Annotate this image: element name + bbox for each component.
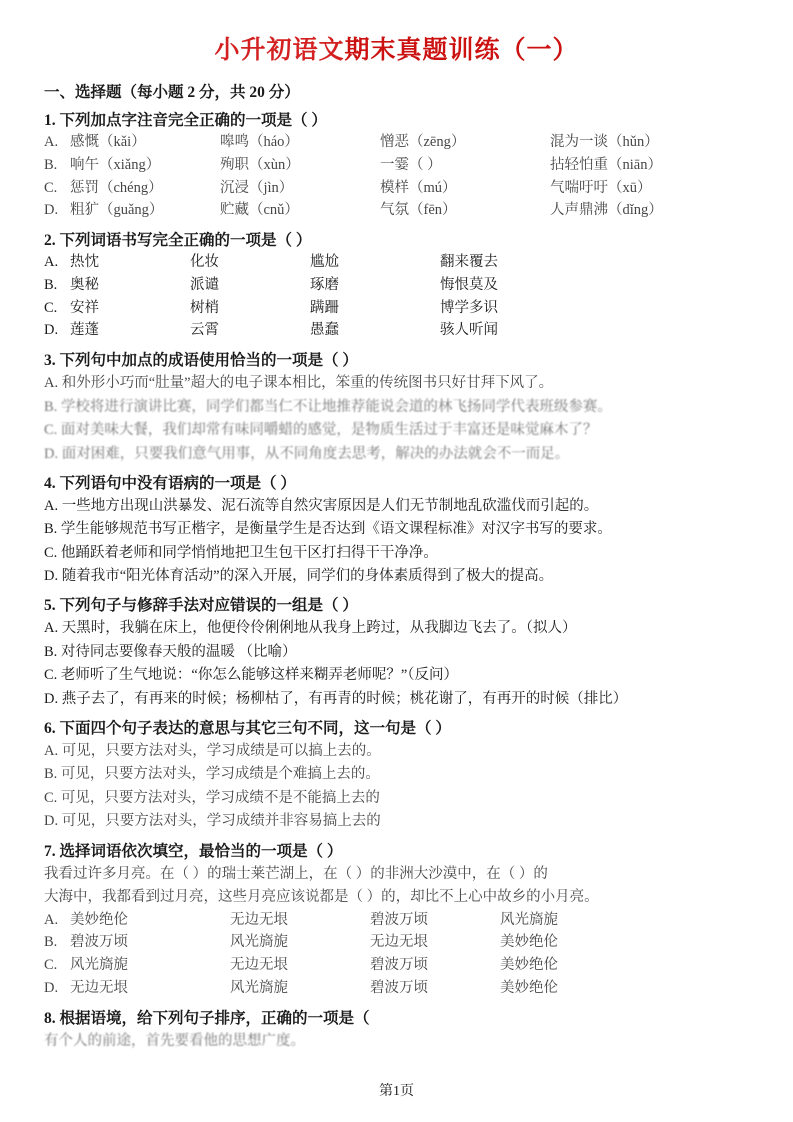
page-title — [44, 30, 749, 66]
option-cell: 安祥 — [70, 299, 99, 316]
title-part-1: 小升初语文 — [214, 37, 345, 64]
option-cell: 碧波万顷 — [370, 957, 428, 974]
option-label: D. — [44, 322, 59, 339]
option-cell: 殉职（xùn） — [220, 156, 300, 173]
option-cell: 风光旖旎 — [70, 957, 128, 974]
option-label: A. — [44, 911, 59, 928]
option-cell: 骇人听闻 — [440, 322, 498, 339]
option-cell: 化妆 — [190, 254, 219, 270]
option-cell: 憎恶（zēng） — [380, 134, 466, 150]
option-row — [44, 178, 749, 200]
option-line: D. 燕子去了，有再来的时候；杨柳枯了，有再青的时候；桃花谢了，有再开的时候（排比） — [44, 690, 628, 707]
option-line: D. 可见，只要方法对头，学习成绩并非容易搞上去的 — [44, 813, 381, 830]
option-cell: 派谴 — [190, 276, 219, 293]
option-label: A. — [44, 254, 59, 270]
option-line: B. 学生能够规范书写正楷字，是衡量学生是否达到《语文课程标准》对汉字书写的要求。 — [44, 521, 612, 538]
option-cell: 悔恨莫及 — [440, 276, 498, 293]
option-cell: 翻来覆去 — [440, 254, 498, 270]
option-line: C. 老师听了生气地说：“你怎么能够这样来糊弄老师呢？”（反问） — [44, 667, 459, 684]
passage-line: 大海中，我都看到过月亮，这些月亮应该说都是（ ）的，却比不上心中故乡的小月亮。 — [44, 889, 599, 906]
option-cell: 琢磨 — [310, 276, 339, 293]
option-cell: 蹒跚 — [310, 299, 339, 316]
option-cell: 一霎（ ） — [380, 156, 442, 173]
question-stem: 2. 下列词语书写完全正确的一项是（ ） — [44, 232, 312, 249]
option-row — [44, 910, 749, 932]
option-cell: 气氛（fēn） — [380, 202, 457, 219]
option-cell: 美妙绝伦 — [500, 979, 558, 996]
option-line: 有个人的前途，首先要看他的思想广度。 — [44, 1032, 305, 1049]
page-footer: 第1页 — [379, 1084, 414, 1099]
option-cell: 奥秘 — [70, 276, 99, 293]
option-cell: 嗥鸣（háo） — [220, 134, 299, 150]
option-line: A. 一些地方出现山洪暴发、泥石流等自然灾害原因是人们无节制地乱砍滥伐而引起的。 — [44, 497, 599, 514]
option-label: B. — [44, 156, 58, 173]
option-cell: 粗犷（guǎng） — [70, 202, 164, 219]
option-cell: 响午（xiǎng） — [70, 156, 161, 173]
option-row — [44, 252, 749, 274]
option-row — [44, 932, 749, 954]
option-label: B. — [44, 934, 58, 951]
option-cell: 风光旖旎 — [230, 979, 288, 996]
option-line: B. 学校将进行演讲比赛，同学们都当仁不让地推荐能说会道的林飞扬同学代表班级参赛。 — [44, 398, 612, 415]
option-label: A. — [44, 134, 59, 150]
option-row — [44, 955, 749, 977]
option-cell: 风光旖旎 — [500, 911, 558, 928]
option-cell: 美妙绝伦 — [70, 911, 128, 928]
option-cell: 美妙绝伦 — [500, 934, 558, 951]
option-cell: 尴尬 — [310, 254, 339, 270]
option-cell: 感慨（kǎi） — [70, 134, 146, 150]
option-cell: 碧波万顷 — [70, 934, 128, 951]
option-cell: 莲蓬 — [70, 322, 99, 339]
option-cell: 人声鼎沸（dǐng） — [550, 202, 663, 219]
question-stem: 5. 下列句子与修辞手法对应错误的一组是（ ） — [44, 597, 358, 615]
option-cell: 碧波万顷 — [370, 911, 428, 928]
option-row — [44, 155, 749, 177]
option-cell: 无边无垠 — [230, 957, 288, 974]
option-line: A. 可见，只要方法对头，学习成绩是可以搞上去的。 — [44, 742, 381, 759]
option-label: C. — [44, 179, 58, 196]
option-line: C. 可见，只要方法对头，学习成绩不是不能搞上去的 — [44, 789, 380, 806]
option-row — [44, 200, 749, 222]
option-cell: 热忱 — [70, 254, 99, 270]
option-cell: 沉浸（jìn） — [220, 179, 294, 196]
option-line: C. 他踊跃着老师和同学悄悄地把卫生包干区打扫得干干净净。 — [44, 544, 438, 561]
option-cell: 无边无垠 — [230, 911, 288, 928]
option-label: D. — [44, 202, 59, 219]
option-line: A. 天黑时，我躺在床上，他便伶伶俐俐地从我身上跨过，从我脚边飞去了。（拟人） — [44, 620, 577, 637]
section-heading: 一、选择题（每小题 2 分，共 20 分） — [44, 84, 300, 101]
option-row — [44, 298, 749, 320]
option-cell: 风光旖旎 — [230, 934, 288, 951]
option-cell: 气喘吁吁（xū） — [550, 179, 652, 196]
option-label: B. — [44, 276, 58, 293]
option-cell: 混为一谈（hǔn） — [550, 134, 659, 150]
passage-line: 我看过许多月亮。在（ ）的瑞士莱芒湖上，在（ ）的非洲大沙漠中，在（ ）的 — [44, 865, 548, 882]
option-cell: 无边无垠 — [370, 934, 428, 951]
option-cell: 博学多识 — [440, 299, 498, 316]
option-label: D. — [44, 979, 59, 996]
option-row — [44, 978, 749, 1000]
question-stem: 6. 下面四个句子表达的意思与其它三句不同，这一句是（ ） — [44, 719, 451, 737]
question-stem: 7. 选择词语依次填空，最恰当的一项是（ ） — [44, 842, 343, 860]
option-line: D. 面对困难，只要我们意气用事，从不同角度去思考，解决的办法就会不一而足。 — [44, 445, 570, 462]
option-cell: 美妙绝伦 — [500, 957, 558, 974]
option-row — [44, 320, 749, 342]
option-label: C. — [44, 957, 58, 974]
option-line: B. 可见，只要方法对头，学习成绩是个难搞上去的。 — [44, 766, 380, 783]
option-cell: 云霄 — [190, 322, 219, 339]
option-cell: 惩罚（chéng） — [70, 179, 163, 196]
option-row — [44, 132, 749, 154]
option-cell: 贮藏（cnǔ） — [220, 202, 299, 219]
question-stem: 8. 根据语境，给下列句子排序，正确的一项是（ — [44, 1009, 370, 1027]
option-line: C. 面对美味大餐，我们却常有味同嚼蜡的感觉，是物质生活过于丰富还是味觉麻木了？ — [44, 422, 598, 439]
option-line: A. 和外形小巧而“肚量”超大的电子课本相比，笨重的传统图书只好甘拜下风了。 — [44, 375, 554, 391]
option-label: C. — [44, 299, 58, 316]
option-row — [44, 275, 749, 297]
option-cell: 碧波万顷 — [370, 979, 428, 996]
option-cell: 拈轻怕重（niān） — [550, 156, 662, 173]
question-stem: 4. 下列语句中没有语病的一项是（ ） — [44, 474, 296, 492]
option-cell: 模样（mú） — [380, 179, 457, 196]
question-stem: 3. 下列句中加点的成语使用恰当的一项是（ ） — [44, 352, 358, 369]
option-line: D. 随着我市“阳光体育活动”的深入开展，同学们的身体素质得到了极大的提高。 — [44, 568, 554, 585]
question-stem: 1. 下列加点字注音完全正确的一项是（ ） — [44, 112, 327, 129]
option-cell: 愚蠢 — [310, 322, 339, 339]
option-line: B. 对待同志要像春天般的温暖 （比喻） — [44, 643, 297, 660]
option-cell: 树梢 — [190, 299, 219, 316]
title-part-2: 期末真题训练（一） — [344, 37, 579, 64]
option-cell: 无边无垠 — [70, 979, 128, 996]
